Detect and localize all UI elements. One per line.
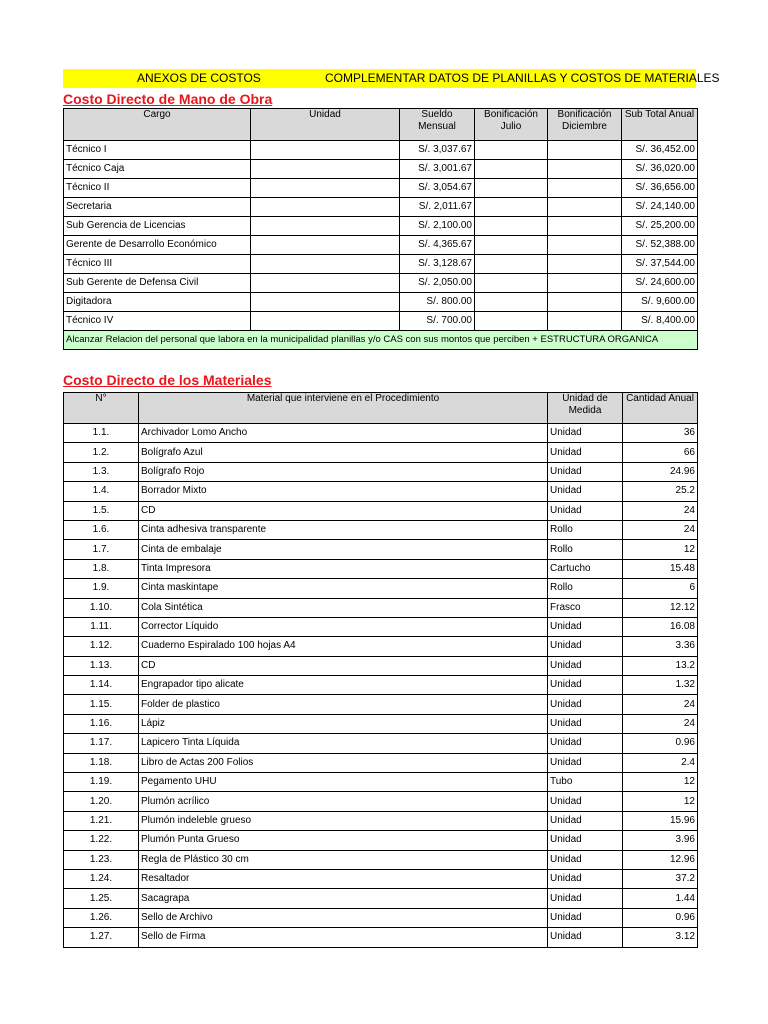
labor-subtotal-cell: S/. 36,452.00 — [622, 141, 698, 160]
material-unit-cell: Unidad — [548, 714, 623, 733]
header-banner — [63, 69, 720, 88]
labor-bono-julio-cell — [475, 236, 548, 255]
material-number-cell: 1.7. — [64, 540, 139, 559]
material-unit-cell: Unidad — [548, 811, 623, 830]
material-quantity-cell: 16.08 — [623, 617, 698, 636]
labor-cargo-cell: Técnico II — [64, 179, 251, 198]
material-unit-cell: Rollo — [548, 579, 623, 598]
header-right-title: COMPLEMENTAR DATOS DE PLANILLAS Y COSTOS DE MATERIALES — [325, 71, 720, 85]
material-name-cell: Bolígrafo Azul — [139, 443, 548, 462]
labor-row — [64, 141, 698, 160]
labor-unidad-cell — [251, 217, 400, 236]
material-number-cell: 1.22. — [64, 831, 139, 850]
material-unit-cell: Unidad — [548, 850, 623, 869]
labor-bono-diciembre-cell — [548, 255, 622, 274]
material-row — [64, 734, 698, 753]
labor-header-cargo: Cargo — [64, 109, 251, 141]
material-row — [64, 501, 698, 520]
material-quantity-cell: 12.96 — [623, 850, 698, 869]
material-quantity-cell: 24.96 — [623, 462, 698, 481]
material-quantity-cell: 24 — [623, 520, 698, 539]
labor-bono-julio-cell — [475, 293, 548, 312]
labor-sueldo-cell: S/. 3,054.67 — [400, 179, 475, 198]
material-unit-cell: Unidad — [548, 443, 623, 462]
header-left-title: ANEXOS DE COSTOS — [137, 71, 261, 85]
labor-sueldo-cell: S/. 3,037.67 — [400, 141, 475, 160]
labor-bono-julio-cell — [475, 217, 548, 236]
material-row — [64, 617, 698, 636]
material-unit-cell: Unidad — [548, 637, 623, 656]
labor-cargo-cell: Sub Gerencia de Licencias — [64, 217, 251, 236]
material-row — [64, 598, 698, 617]
materials-section-title: Costo Directo de los Materiales — [63, 372, 272, 388]
material-number-cell: 1.8. — [64, 559, 139, 578]
material-name-cell: Lapicero Tinta Líquida — [139, 734, 548, 753]
material-quantity-cell: 15.48 — [623, 559, 698, 578]
labor-cargo-cell: Técnico Caja — [64, 160, 251, 179]
material-quantity-cell: 1.44 — [623, 889, 698, 908]
labor-cargo-cell: Técnico IV — [64, 312, 251, 331]
material-number-cell: 1.4. — [64, 482, 139, 501]
material-name-cell: Corrector Líquido — [139, 617, 548, 636]
material-name-cell: Borrador Mixto — [139, 482, 548, 501]
labor-unidad-cell — [251, 274, 400, 293]
labor-note: Alcanzar Relacion del personal que labora en la municipalidad planillas y/o CAS con sus montos que perciben + ESTRUCTURA ORGANICA — [64, 331, 698, 350]
material-number-cell: 1.5. — [64, 501, 139, 520]
labor-bono-julio-cell — [475, 312, 548, 331]
labor-header-bono-julio: Bonificación Julio — [475, 109, 548, 141]
labor-bono-diciembre-cell — [548, 236, 622, 255]
labor-sueldo-cell: S/. 3,128.67 — [400, 255, 475, 274]
labor-subtotal-cell: S/. 25,200.00 — [622, 217, 698, 236]
materials-header-unidad: Unidad de Medida — [548, 393, 623, 424]
material-name-cell: Libro de Actas 200 Folios — [139, 753, 548, 772]
material-unit-cell: Unidad — [548, 908, 623, 927]
material-row — [64, 676, 698, 695]
material-name-cell: Resaltador — [139, 869, 548, 888]
material-name-cell: Plumón acrílico — [139, 792, 548, 811]
labor-unidad-cell — [251, 141, 400, 160]
labor-row — [64, 198, 698, 217]
labor-sueldo-cell: S/. 2,050.00 — [400, 274, 475, 293]
material-number-cell: 1.6. — [64, 520, 139, 539]
material-row — [64, 520, 698, 539]
labor-sueldo-cell: S/. 2,011.67 — [400, 198, 475, 217]
material-name-cell: Cuaderno Espiralado 100 hojas A4 — [139, 637, 548, 656]
material-number-cell: 1.3. — [64, 462, 139, 481]
labor-bono-diciembre-cell — [548, 217, 622, 236]
labor-sueldo-cell: S/. 2,100.00 — [400, 217, 475, 236]
material-name-cell: Plumón indeleble grueso — [139, 811, 548, 830]
material-name-cell: Engrapador tipo alicate — [139, 676, 548, 695]
labor-bono-diciembre-cell — [548, 293, 622, 312]
labor-cargo-cell: Técnico I — [64, 141, 251, 160]
labor-row — [64, 236, 698, 255]
labor-bono-diciembre-cell — [548, 160, 622, 179]
labor-header-sueldo: Sueldo Mensual — [400, 109, 475, 141]
material-name-cell: Cinta adhesiva transparente — [139, 520, 548, 539]
labor-cost-table — [63, 108, 698, 350]
material-name-cell: Sello de Archivo — [139, 908, 548, 927]
labor-bono-julio-cell — [475, 274, 548, 293]
material-name-cell: CD — [139, 501, 548, 520]
material-unit-cell: Unidad — [548, 617, 623, 636]
material-number-cell: 1.18. — [64, 753, 139, 772]
material-quantity-cell: 36 — [623, 424, 698, 443]
labor-sueldo-cell: S/. 800.00 — [400, 293, 475, 312]
material-row — [64, 753, 698, 772]
material-name-cell: Tinta Impresora — [139, 559, 548, 578]
labor-row — [64, 255, 698, 274]
labor-cargo-cell: Digitadora — [64, 293, 251, 312]
material-quantity-cell: 0.96 — [623, 908, 698, 927]
labor-unidad-cell — [251, 160, 400, 179]
material-number-cell: 1.9. — [64, 579, 139, 598]
material-name-cell: Plumón Punta Grueso — [139, 831, 548, 850]
material-row — [64, 869, 698, 888]
material-unit-cell: Unidad — [548, 869, 623, 888]
material-name-cell: Bolígrafo Rojo — [139, 462, 548, 481]
material-unit-cell: Unidad — [548, 792, 623, 811]
labor-sueldo-cell: S/. 700.00 — [400, 312, 475, 331]
labor-subtotal-cell: S/. 24,600.00 — [622, 274, 698, 293]
material-number-cell: 1.26. — [64, 908, 139, 927]
material-row — [64, 540, 698, 559]
material-number-cell: 1.17. — [64, 734, 139, 753]
material-unit-cell: Unidad — [548, 831, 623, 850]
labor-cargo-cell: Sub Gerente de Defensa Civil — [64, 274, 251, 293]
material-unit-cell: Unidad — [548, 462, 623, 481]
labor-subtotal-cell: S/. 36,656.00 — [622, 179, 698, 198]
material-row — [64, 850, 698, 869]
labor-bono-diciembre-cell — [548, 312, 622, 331]
material-quantity-cell: 3.36 — [623, 637, 698, 656]
material-row — [64, 443, 698, 462]
material-name-cell: Pegamento UHU — [139, 773, 548, 792]
material-number-cell: 1.13. — [64, 656, 139, 675]
material-row — [64, 831, 698, 850]
labor-row — [64, 274, 698, 293]
material-quantity-cell: 66 — [623, 443, 698, 462]
material-unit-cell: Cartucho — [548, 559, 623, 578]
material-row — [64, 695, 698, 714]
material-number-cell: 1.11. — [64, 617, 139, 636]
material-row — [64, 482, 698, 501]
material-row — [64, 792, 698, 811]
labor-row — [64, 312, 698, 331]
material-quantity-cell: 1.32 — [623, 676, 698, 695]
material-row — [64, 462, 698, 481]
material-quantity-cell: 12.12 — [623, 598, 698, 617]
labor-bono-diciembre-cell — [548, 179, 622, 198]
labor-subtotal-cell: S/. 36,020.00 — [622, 160, 698, 179]
material-number-cell: 1.19. — [64, 773, 139, 792]
labor-unidad-cell — [251, 236, 400, 255]
material-quantity-cell: 12 — [623, 773, 698, 792]
labor-section-title: Costo Directo de Mano de Obra — [63, 91, 273, 107]
material-unit-cell: Unidad — [548, 889, 623, 908]
material-name-cell: Sello de Firma — [139, 928, 548, 947]
labor-row — [64, 293, 698, 312]
labor-bono-diciembre-cell — [548, 274, 622, 293]
material-quantity-cell: 24 — [623, 714, 698, 733]
material-unit-cell: Rollo — [548, 520, 623, 539]
materials-header-material: Material que interviene en el Procedimiento — [139, 393, 548, 424]
material-quantity-cell: 3.96 — [623, 831, 698, 850]
material-name-cell: Sacagrapa — [139, 889, 548, 908]
material-name-cell: Cinta de embalaje — [139, 540, 548, 559]
material-quantity-cell: 6 — [623, 579, 698, 598]
labor-header-subtotal: Sub Total Anual — [622, 109, 698, 141]
material-quantity-cell: 12 — [623, 540, 698, 559]
material-number-cell: 1.2. — [64, 443, 139, 462]
material-number-cell: 1.15. — [64, 695, 139, 714]
labor-row — [64, 179, 698, 198]
material-name-cell: Regla de Plástico 30 cm — [139, 850, 548, 869]
labor-subtotal-cell: S/. 24,140.00 — [622, 198, 698, 217]
material-number-cell: 1.23. — [64, 850, 139, 869]
material-quantity-cell: 12 — [623, 792, 698, 811]
labor-row — [64, 217, 698, 236]
material-row — [64, 559, 698, 578]
material-quantity-cell: 13.2 — [623, 656, 698, 675]
material-number-cell: 1.12. — [64, 637, 139, 656]
material-quantity-cell: 37.2 — [623, 869, 698, 888]
material-quantity-cell: 24 — [623, 501, 698, 520]
labor-subtotal-cell: S/. 37,544.00 — [622, 255, 698, 274]
materials-cost-table — [63, 392, 698, 948]
labor-unidad-cell — [251, 198, 400, 217]
material-name-cell: Cola Sintética — [139, 598, 548, 617]
labor-cargo-cell: Técnico III — [64, 255, 251, 274]
labor-header-unidad: Unidad — [251, 109, 400, 141]
material-quantity-cell: 0.96 — [623, 734, 698, 753]
labor-bono-diciembre-cell — [548, 141, 622, 160]
material-row — [64, 714, 698, 733]
labor-sueldo-cell: S/. 4,365.67 — [400, 236, 475, 255]
material-quantity-cell: 15.96 — [623, 811, 698, 830]
material-unit-cell: Rollo — [548, 540, 623, 559]
material-unit-cell: Unidad — [548, 753, 623, 772]
material-row — [64, 908, 698, 927]
material-name-cell: Lápiz — [139, 714, 548, 733]
material-quantity-cell: 2.4 — [623, 753, 698, 772]
material-number-cell: 1.14. — [64, 676, 139, 695]
labor-sueldo-cell: S/. 3,001.67 — [400, 160, 475, 179]
material-number-cell: 1.25. — [64, 889, 139, 908]
material-row — [64, 656, 698, 675]
material-unit-cell: Unidad — [548, 734, 623, 753]
material-number-cell: 1.24. — [64, 869, 139, 888]
labor-header-bono-diciembre: Bonificación Diciembre — [548, 109, 622, 141]
material-number-cell: 1.27. — [64, 928, 139, 947]
material-number-cell: 1.16. — [64, 714, 139, 733]
material-unit-cell: Unidad — [548, 676, 623, 695]
labor-bono-julio-cell — [475, 179, 548, 198]
material-number-cell: 1.10. — [64, 598, 139, 617]
material-row — [64, 928, 698, 947]
material-row — [64, 773, 698, 792]
labor-subtotal-cell: S/. 8,400.00 — [622, 312, 698, 331]
labor-bono-julio-cell — [475, 160, 548, 179]
material-unit-cell: Unidad — [548, 928, 623, 947]
material-unit-cell: Unidad — [548, 656, 623, 675]
material-unit-cell: Frasco — [548, 598, 623, 617]
labor-unidad-cell — [251, 179, 400, 198]
material-name-cell: CD — [139, 656, 548, 675]
labor-row — [64, 160, 698, 179]
labor-bono-julio-cell — [475, 141, 548, 160]
material-name-cell: Archivador Lomo Ancho — [139, 424, 548, 443]
material-number-cell: 1.1. — [64, 424, 139, 443]
material-unit-cell: Unidad — [548, 501, 623, 520]
material-row — [64, 811, 698, 830]
labor-unidad-cell — [251, 293, 400, 312]
material-unit-cell: Unidad — [548, 482, 623, 501]
material-unit-cell: Unidad — [548, 424, 623, 443]
material-number-cell: 1.20. — [64, 792, 139, 811]
labor-bono-diciembre-cell — [548, 198, 622, 217]
labor-bono-julio-cell — [475, 198, 548, 217]
materials-header-cantidad: Cantidad Anual — [623, 393, 698, 424]
labor-subtotal-cell: S/. 9,600.00 — [622, 293, 698, 312]
labor-unidad-cell — [251, 312, 400, 331]
materials-header-n: N° — [64, 393, 139, 424]
labor-bono-julio-cell — [475, 255, 548, 274]
material-row — [64, 424, 698, 443]
material-quantity-cell: 3.12 — [623, 928, 698, 947]
material-quantity-cell: 25.2 — [623, 482, 698, 501]
material-row — [64, 889, 698, 908]
labor-subtotal-cell: S/. 52,388.00 — [622, 236, 698, 255]
material-name-cell: Cinta maskintape — [139, 579, 548, 598]
labor-unidad-cell — [251, 255, 400, 274]
material-row — [64, 637, 698, 656]
material-number-cell: 1.21. — [64, 811, 139, 830]
material-quantity-cell: 24 — [623, 695, 698, 714]
material-unit-cell: Unidad — [548, 695, 623, 714]
labor-cargo-cell: Gerente de Desarrollo Económico — [64, 236, 251, 255]
material-unit-cell: Tubo — [548, 773, 623, 792]
material-name-cell: Folder de plastico — [139, 695, 548, 714]
material-row — [64, 579, 698, 598]
labor-cargo-cell: Secretaria — [64, 198, 251, 217]
